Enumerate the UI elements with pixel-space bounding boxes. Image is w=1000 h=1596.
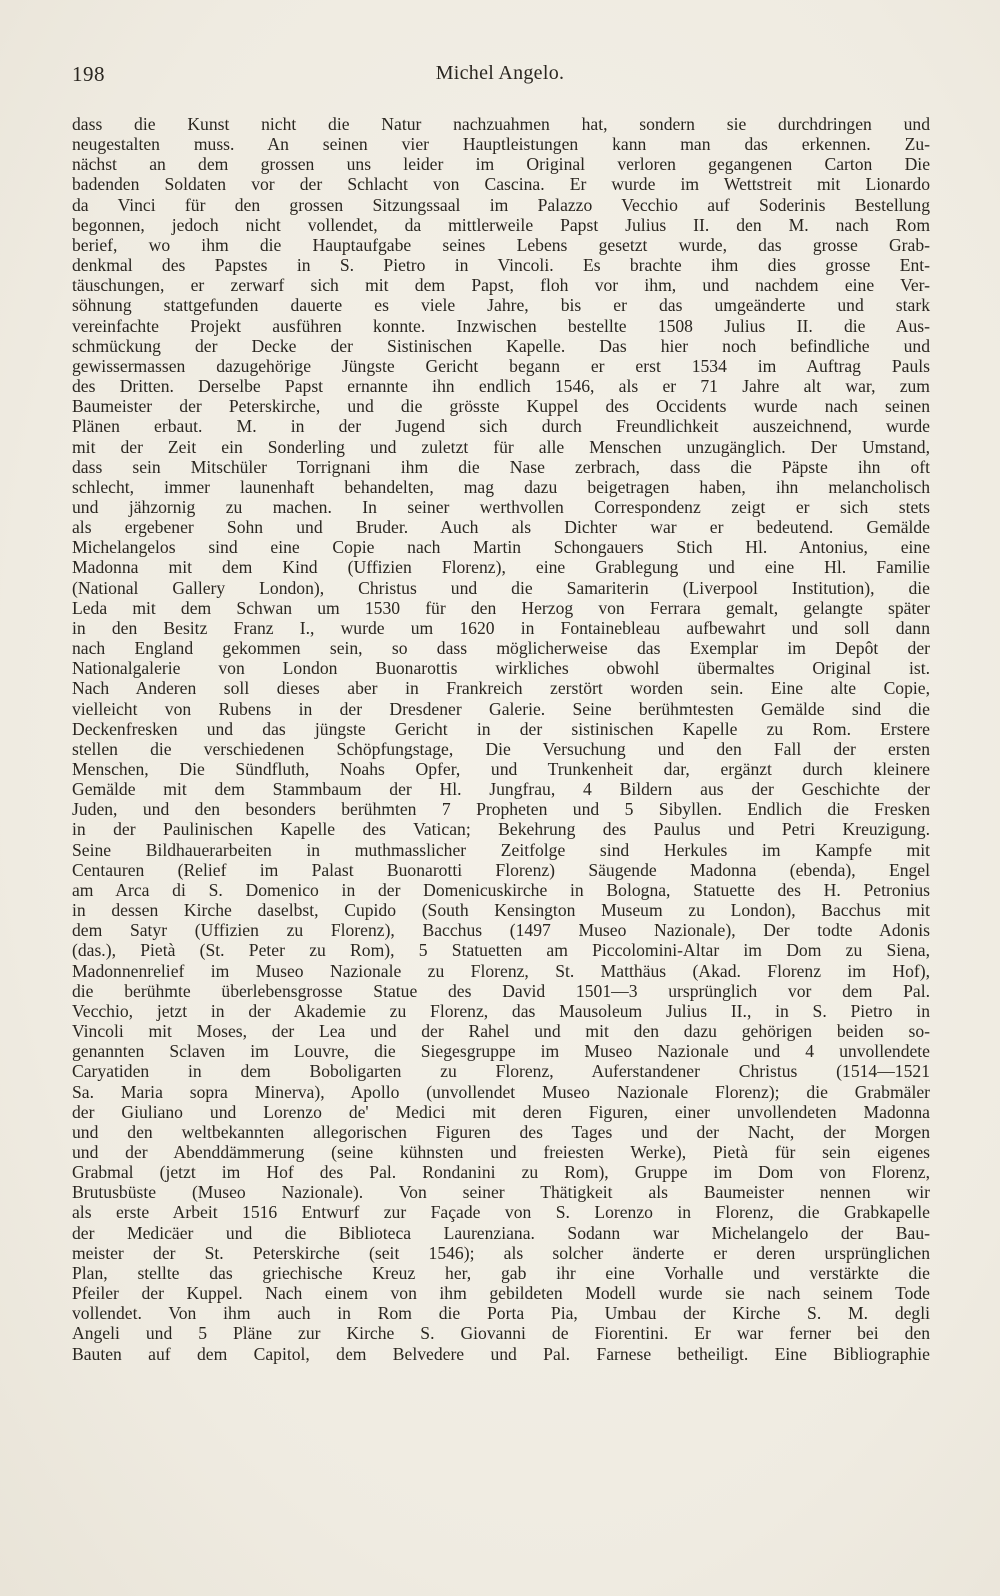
text-line: Pfeiler der Kuppel. Nach einem von ihm gebildeten Modell wurde sie nach seinem Tode <box>72 1283 930 1304</box>
text-line: Nach Anderen soll dieses aber in Frankreich zerstört worden sein. Eine alte Copie, <box>72 678 930 699</box>
text-line: Menschen, Die Sündfluth, Noahs Opfer, und Trunkenheit dar, ergänzt durch kleinere <box>72 759 930 779</box>
text-line: am Arca di S. Domenico in der Domenicuskirche in Bologna, Statuette des H. Petronius <box>72 879 930 900</box>
text-line: der Giuliano und Lorenzo de' Medici mit deren Figuren, einer unvollendeten Madonna <box>72 1101 930 1122</box>
text-line: die berühmte überlebensgrosse Statue des David 1501—3 ursprünglich vor dem Pal. <box>72 980 930 1001</box>
text-line: vereinfachte Projekt ausführen konnte. Inzwischen bestellte 1508 Julius II. die Aus- <box>72 315 930 336</box>
text-line: Seine Bildhauerarbeiten in muthmasslicher Zeitfolge sind Herkules im Kampfe mit <box>72 839 930 860</box>
text-line: Gemälde mit dem Stammbaum der Hl. Jungfrau, 4 Bildern aus der Geschichte der <box>72 779 930 800</box>
text-line: mit der Zeit ein Sonderling und zuletzt für alle Menschen unzugänglich. Der Umstand, <box>72 436 930 457</box>
text-line: nächst an dem grossen uns leider im Original verloren gegangenen Carton Die <box>72 154 930 175</box>
text-line: Vecchio, jetzt in der Akademie zu Florenz, das Mausoleum Julius II., in S. Pietro in <box>72 1000 930 1021</box>
text-line: badenden Soldaten vor der Schlacht von Cascina. Er wurde im Wettstreit mit Lionardo <box>72 174 930 195</box>
text-line: Nationalgalerie von London Buonarottis wirkliches obwohl übermaltes Original ist. <box>72 658 930 679</box>
text-line: denkmal des Papstes in S. Pietro in Vincoli. Es brachte ihm dies grosse Ent- <box>72 255 930 276</box>
text-line: in dessen Kirche daselbst, Cupido (South Kensington Museum zu London), Bacchus mit <box>72 900 930 921</box>
text-line: Baumeister der Peterskirche, und die grösste Kuppel des Occidents wurde nach seinen <box>72 396 930 417</box>
text-line: in den Besitz Franz I., wurde um 1620 in Fontainebleau aufbewahrt und soll dann <box>72 617 930 638</box>
text-line: gewissermassen dazugehörige Jüngste Gericht begann er erst 1534 im Auftrag Pauls <box>72 355 930 376</box>
text-line: (das.), Pietà (St. Peter zu Rom), 5 Statuetten am Piccolomini-Altar im Dom zu Siena, <box>72 940 930 961</box>
text-line: stellen die verschiedenen Schöpfungstage, Die Versuchung und den Fall der ersten <box>72 738 930 759</box>
text-line: berief, wo ihm die Hauptaufgabe seines Lebens gesetzt wurde, das grosse Grab- <box>72 234 930 255</box>
text-line: und jähzornig zu machen. In seiner werthvollen Correspondenz zeigt er sich stets <box>72 496 930 517</box>
text-line: da Vinci für den grossen Sitzungssaal im Palazzo Vecchio auf Soderinis Bestellung <box>72 194 930 215</box>
text-line: Centauren (Relief im Palast Buonarotti Florenz) Säugende Madonna (ebenda), Engel <box>72 859 930 880</box>
page-number: 198 <box>72 62 105 86</box>
text-line: (National Gallery London), Christus und die Samariterin (Liverpool Institution), die <box>72 577 930 598</box>
text-line: Bauten auf dem Capitol, dem Belvedere und Pal. Farnese betheiligt. Eine Bibliographie <box>72 1343 930 1364</box>
text-line: und den weltbekannten allegorischen Figuren des Tages und der Nacht, der Morgen <box>72 1121 930 1142</box>
text-line: Madonna mit dem Kind (Uffizien Florenz), eine Grablegung und eine Hl. Familie <box>72 557 930 578</box>
text-line: Madonnenrelief im Museo Nazionale zu Florenz, St. Matthäus (Akad. Florenz im Hof), <box>72 960 930 981</box>
text-line: nach England gekommen sein, so dass möglicherweise das Exemplar im Depôt der <box>72 638 930 659</box>
text-line: Grabmal (jetzt im Hof des Pal. Rondanini zu Rom), Gruppe im Dom von Florenz, <box>72 1162 930 1183</box>
text-line: Deckenfresken und das jüngste Gericht in der sistinischen Kapelle zu Rom. Erstere <box>72 718 930 739</box>
text-line: Plan, stellte das griechische Kreuz her, gab ihr eine Vorhalle und verstärkte die <box>72 1262 930 1283</box>
text-line: Brutusbüste (Museo Nazionale). Von seiner Thätigkeit als Baumeister nennen wir <box>72 1182 930 1203</box>
text-line: dass sein Mitschüler Torrignani ihm die Nase zerbrach, dass die Päpste ihn oft <box>72 456 930 477</box>
text-line: Plänen erbaut. M. in der Jugend sich durch Freundlichkeit auszeichnend, wurde <box>72 416 930 437</box>
text-line: des Dritten. Derselbe Papst ernannte ihn endlich 1546, als er 71 Jahre alt war, zum <box>72 376 930 397</box>
text-line: dass die Kunst nicht die Natur nachzuahmen hat, sondern sie durchdringen und <box>72 114 930 134</box>
text-line: der Medicäer und die Biblioteca Laurenziana. Sodann war Michelangelo der Bau- <box>72 1222 930 1243</box>
text-line: vielleicht von Rubens in der Dresdener Galerie. Seine berühmtesten Gemälde sind die <box>72 698 930 719</box>
text-line: Angeli und 5 Pläne zur Kirche S. Giovanni de Fiorentini. Er war ferner bei den <box>72 1323 930 1344</box>
text-line: Vincoli mit Moses, der Lea und der Rahel und mit den dazu gehörigen beiden so- <box>72 1021 930 1042</box>
running-title: Michel Angelo. <box>435 62 565 84</box>
text-line: meister der St. Peterskirche (seit 1546); als solcher änderte er deren ursprünglichen <box>72 1242 930 1263</box>
text-line: täuschungen, er zerwarf sich mit dem Papst, floh vor ihm, und nachdem eine Ver- <box>72 275 930 296</box>
text-line: dem Satyr (Uffizien zu Florenz), Bacchus (1497 Museo Nazionale), Der todte Adonis <box>72 920 930 941</box>
text-line: begonnen, jedoch nicht vollendet, da mittlerweile Papst Julius II. den M. nach Rom <box>72 214 930 235</box>
text-line: vollendet. Von ihm auch in Rom die Porta Pia, Umbau der Kirche S. M. degli <box>72 1303 930 1324</box>
text-line: in der Paulinischen Kapelle des Vatican; Bekehrung des Paulus und Petri Kreuzigung. <box>72 819 930 840</box>
text-line: schmückung der Decke der Sistinischen Kapelle. Das hier noch befindliche und <box>72 335 930 356</box>
text-line: schlecht, immer launenhaft behandelten, mag dazu beigetragen haben, ihn melancholisch <box>72 476 930 497</box>
text-line: als erste Arbeit 1516 Entwurf zur Façade von S. Lorenzo in Florenz, die Grabkapelle <box>72 1202 930 1223</box>
body-text <box>72 114 930 1364</box>
text-line: Michelangelos sind eine Copie nach Martin Schongauers Stich Hl. Antonius, eine <box>72 537 930 558</box>
text-line: Leda mit dem Schwan um 1530 für den Herzog von Ferrara gemalt, gelangte später <box>72 597 930 618</box>
text-line: und der Abenddämmerung (seine kühnsten und freiesten Werke), Pietà für sein eigenes <box>72 1141 930 1162</box>
text-line: als ergebener Sohn und Bruder. Auch als Dichter war er bedeutend. Gemälde <box>72 517 930 538</box>
text-line: Sa. Maria sopra Minerva), Apollo (unvollendet Museo Nazionale Florenz); die Grabmäler <box>72 1081 930 1102</box>
text-line: söhnung stattgefunden dauerte es viele Jahre, bis er das umgeänderte und stark <box>72 295 930 316</box>
text-line: Caryatiden in dem Boboligarten zu Florenz, Auferstandener Christus (1514—1521 <box>72 1061 930 1082</box>
text-line: Juden, und den besonders berühmten 7 Propheten und 5 Sibyllen. Endlich die Fresken <box>72 799 930 820</box>
page-header <box>72 62 928 92</box>
text-line: neugestalten muss. An seinen vier Hauptleistungen kann man das erkennen. Zu- <box>72 134 930 155</box>
text-line: genannten Sclaven im Louvre, die Siegesgruppe im Museo Nazionale und 4 unvollendete <box>72 1041 930 1062</box>
